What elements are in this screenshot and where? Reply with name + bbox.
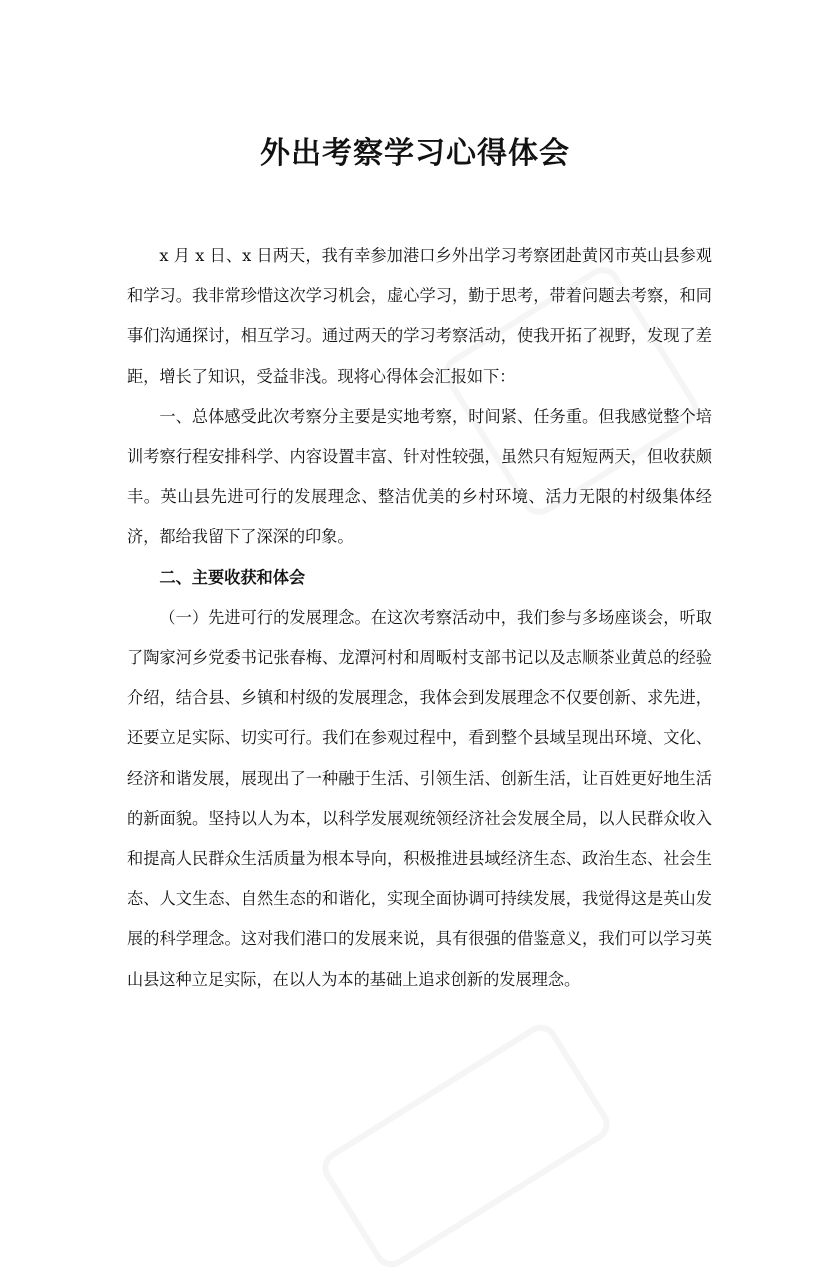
paragraph-intro: x 月 x 日、x 日两天，我有幸参加港口乡外出学习考察团赴黄冈市英山县参观和学习。我非常珍惜这次学习机会，虚心学习，勤于思考，带着问题去考察，和同事们沟通探讨，相互学习。通过两天的学习考察活动，使我开拓了视野，发现了差距，增长了知识，受益非浅。现将心得体会汇报如下： <box>127 246 712 386</box>
paragraph-development-concept: （一）先进可行的发展理念。在这次考察活动中，我们参与多场座谈会，听取了陶家河乡党委书记张春梅、龙潭河村和周畈村支部书记以及志顺茶业黄总的经验介绍，结合县、乡镇和村级的发展理念，我体会到发展理念不仅要创新、求先进，还要立足实际、切实可行。我们在参观过程中，看到整个县域呈现出环境、文化、经济和谐发展，展现出了一种融于生活、引领生活、创新生活，让百姓更好地生活的新面貌。坚持以人为本，以科学发展观统领经济社会发展全局，以人民群众收入和提高人民群众生活质量为根本导向，积极推进县域经济生态、政治生态、社会生态、人文生态、自然生态的和谐化，实现全面协调可持续发展，我觉得这是英山发展的科学理念。这对我们港口的发展来说，具有很强的借鉴意义，我们可以学习英山县这种立足实际，在以人为本的基础上追求创新的发展理念。 <box>127 607 712 989</box>
paragraph-overall-impression: 一、总体感受此次考察分主要是实地考察，时间紧、任务重。但我感觉整个培训考察行程安排科学、内容设置丰富、针对性较强，虽然只有短短两天，但收获颇丰。英山县先进可行的发展理念、整洁优美的乡村环境、活力无限的村级集体经济，都给我留下了深深的印象。 <box>127 406 712 547</box>
watermark-stamp <box>316 1018 617 1274</box>
section-heading: 二、主要收获和体会 <box>159 567 306 587</box>
document-body <box>127 236 712 1000</box>
document-title: 外出考察学习心得体会 <box>260 136 570 172</box>
